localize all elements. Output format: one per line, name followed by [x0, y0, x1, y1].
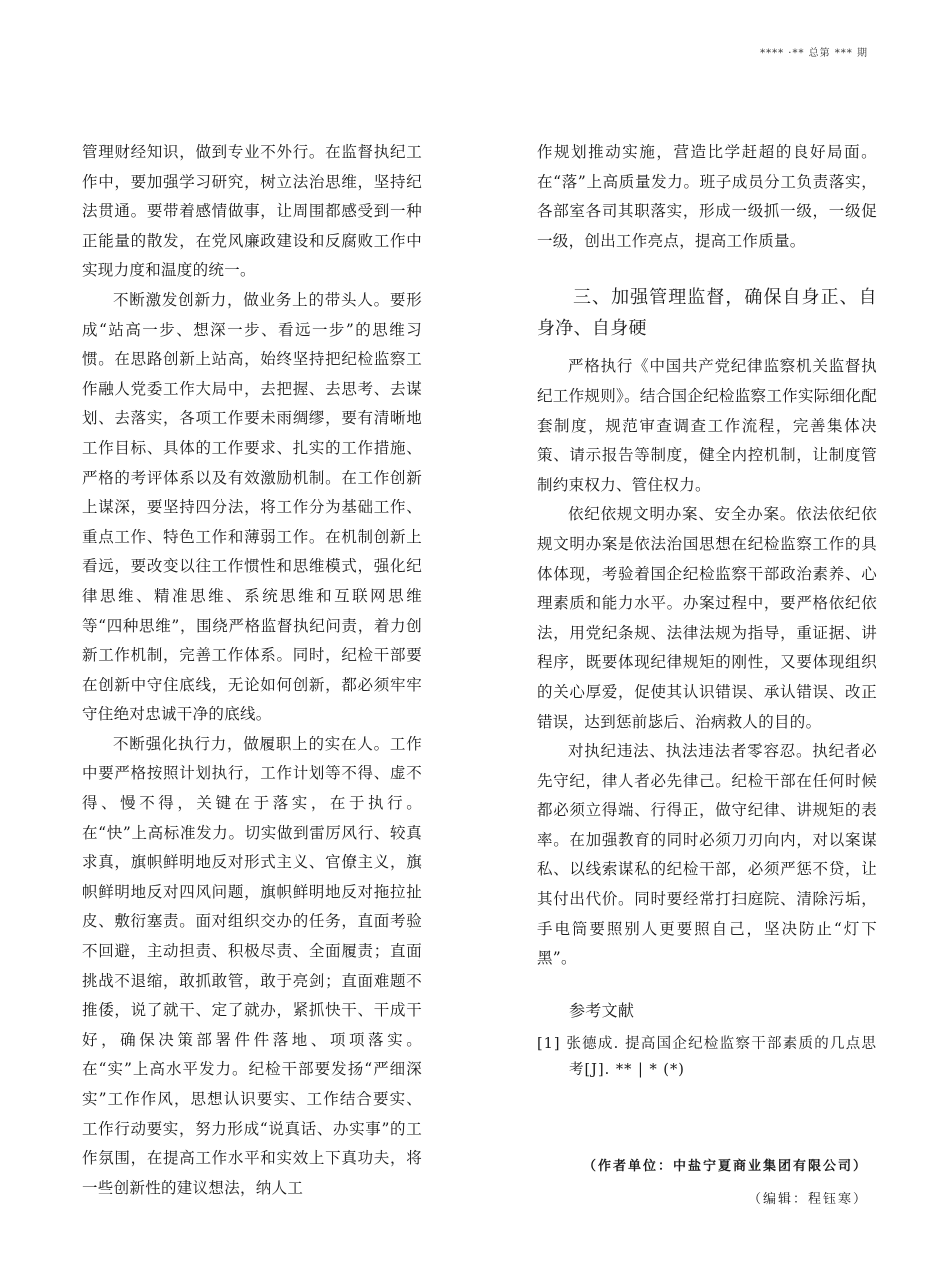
paragraph: 对执纪违法、执法违法者零容忍。执纪者必先守纪，律人者必先律己。纪检干部在任何时候都必须立得端、行得正，做守纪律、讲规矩的表率。在加强教育的同时必须刀刃向内，对以案谋私、以线索谋私的纪检干部，必须严惩不贷，让其付出代价。同时要经常打扫庭院、清除污垢，手电筒要照别人更要照自己，坚决防止“灯下黑”。	[537, 742, 877, 968]
paragraph: 不断激发创新力，做业务上的带头人。要形成“站高一步、想深一步、看远一步”的思维习惯。在思路创新上站高，始终坚持把纪检监察工作融人党委工作大局中，去把握、去思考、去谋划、去落实，各项工作要未雨绸缪，要有清晰地工作目标、具体的工作要求、扎实的工作措施、严格的考评体系以及有效激励机制。在工作创新上谋深，要坚持四分法，将工作分为基础工作、重点工作、特色工作和薄弱工作。在机制创新上看远，要改变以往工作惯性和思维模式，强化纪律思维、精准思维、系统思维和互联网思维等“四种思维”，围绕严格监督执纪问责，着力创新工作机制，完善工作体系。同时，纪检干部要在创新中守住底线，无论如何创新，都必须牢牢守住绝对忠诚干净的底线。	[82, 290, 422, 724]
reference-item: [1] 张德成. 提高国企纪检监察干部素质的几点思考[J]. ** | * (*)	[537, 1036, 877, 1079]
paragraph: 作规划推动实施，营造比学赶超的良好局面。在“落”上高质量发力。班子成员分工负责落实，各部室各司其职落实，形成一级抓一级，一级促一级，创出工作亮点，提高工作质量。	[537, 143, 877, 250]
section-heading: 三、加强管理监督，确保自身正、自身净、自身硬	[537, 287, 877, 340]
issue-header: **** ·** 总第 *** 期	[760, 48, 868, 59]
editor-credit: （编辑：程钰寒）	[747, 1192, 868, 1207]
references-title: 参考文献	[569, 1000, 635, 1020]
author-affiliation: （作者单位：中盐宁夏商业集团有限公司）	[582, 1159, 868, 1174]
paragraph: 管理财经知识，做到专业不外行。在监督执纪工作中，要加强学习研究，树立法治思维，坚持纪法贯通。要带着感情做事，让周围都感受到一种正能量的散发，在党风廉政建设和反腐败工作中实现力度和温度的统一。	[82, 143, 422, 280]
paragraph: 不断强化执行力，做履职上的实在人。工作中要严格按照计划执行，工作计划等不得、虚不得、慢不得，关键在于落实，在于执行。在“快”上高标准发力。切实做到雷厉风行、较真求真，旗帜鲜明地反对形式主义、官僚主义，旗帜鲜明地反对四风问题，旗帜鲜明地反对拖拉扯皮、敷衍塞责。面对组织交办的任务，直面考验不回避，主动担责、积极尽责、全面履责；直面挑战不退缩，敢抓敢管，敢于亮剑；直面难题不推倭，说了就干、定了就办，紧抓快干、干成干好，确保决策部署件件落地、项项落实。在“实”上高水平发力。纪检干部要发扬“严细深实”工作作风，思想认识要实、工作结合要实、工作行动要实，努力形成“说真话、办实事”的工作氛围，在提高工作水平和实效上下真功夫，将一些创新性的建议想法，纳人工	[82, 734, 422, 1197]
paragraph: 依纪依规文明办案、安全办案。依法依纪依规文明办案是依法治国思想在纪检监察工作的具体体现，考验着国企纪检监察干部政治素养、心理素质和能力水平。办案过程中，要严格依纪依法，用党纪条规、法律法规为指导，重证据、讲程序，既要体现纪律规矩的刚性，又要体现组织的关心厚爱，促使其认识错误、承认错误、改正错误，达到惩前毖后、治病救人的目的。	[537, 505, 877, 731]
left-column	[82, 138, 422, 1203]
right-column	[537, 138, 877, 1083]
paragraph: 严格执行《中国共产党纪律监察机关监督执纪工作规则》。结合国企纪检监察工作实际细化配套制度，规范审查调查工作流程，完善集体决策、请示报告等制度，健全内控机制，让制度管制约束权力、管住权力。	[537, 357, 877, 494]
